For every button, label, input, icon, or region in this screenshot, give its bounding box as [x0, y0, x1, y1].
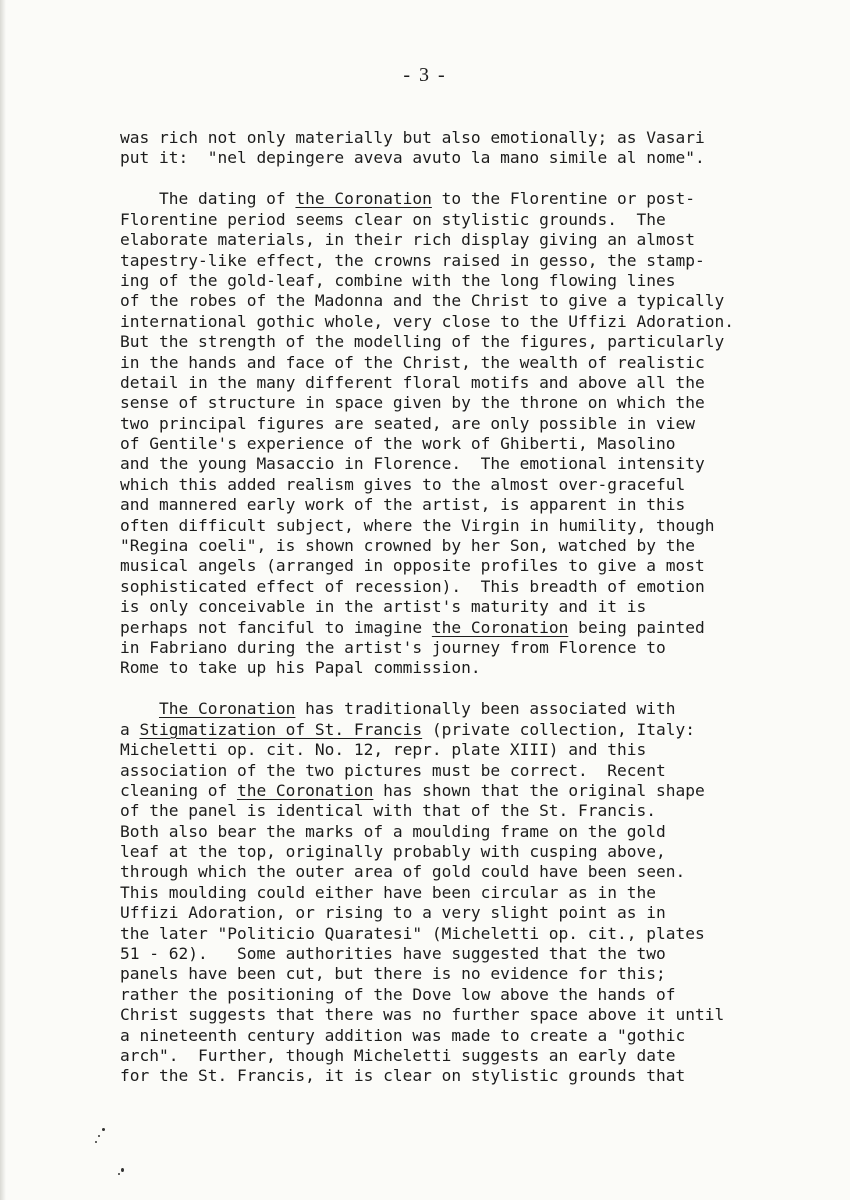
text-segment: Florentine period seems clear on stylistic grounds. The	[120, 209, 666, 229]
text-segment: elaborate materials, in their rich display giving an almost	[120, 230, 695, 250]
text-segment: arch". Further, though Micheletti suggests an early date	[120, 1045, 676, 1065]
text-segment: in the hands and face of the Christ, the wealth of realistic	[120, 352, 705, 372]
text-line	[120, 1026, 840, 1046]
text-segment: Micheletti op. cit. No. 12, repr. plate XIII) and this	[120, 740, 647, 760]
text-line	[120, 801, 840, 821]
text-line	[120, 822, 840, 842]
text-line	[120, 658, 840, 678]
text-line	[120, 230, 840, 250]
text-line	[120, 189, 840, 209]
underlined-title: the Coronation	[236, 780, 374, 800]
text-segment: has traditionally been associated with	[295, 699, 676, 719]
text-line	[120, 210, 840, 230]
paragraph	[120, 699, 840, 1086]
ink-speck	[95, 1141, 97, 1143]
text-segment: through which the outer area of gold could have been seen.	[120, 862, 686, 882]
text-segment: Uffizi Adoration, or rising to a very slight point as in	[120, 903, 666, 923]
text-line	[120, 291, 840, 311]
text-segment: sophisticated effect of recession). This breadth of emotion	[120, 576, 705, 596]
text-line	[120, 944, 840, 964]
text-segment: detail in the many different floral motifs and above all the	[120, 372, 705, 392]
text-line	[120, 720, 840, 740]
text-line	[120, 128, 840, 148]
text-line	[120, 251, 840, 271]
text-line	[120, 842, 840, 862]
text-line	[120, 393, 840, 413]
text-segment: musical angels (arranged in opposite profiles to give a most	[120, 556, 705, 576]
text-segment: in Fabriano during the artist's journey from Florence to	[120, 637, 666, 657]
paragraph-gap	[120, 679, 840, 700]
text-segment: being painted	[568, 617, 705, 637]
text-line	[120, 312, 840, 332]
text-segment: rather the positioning of the Dove low above the hands of	[120, 984, 676, 1004]
text-segment: Rome to take up his Papal commission.	[120, 658, 481, 678]
text-line	[120, 781, 840, 801]
text-line	[120, 985, 840, 1005]
text-segment: often difficult subject, where the Virgin in humility, though	[120, 515, 715, 535]
text-line	[120, 536, 840, 556]
text-line	[120, 516, 840, 536]
text-line	[120, 271, 840, 291]
text-line	[120, 434, 840, 454]
text-segment	[120, 699, 159, 718]
text-line	[120, 638, 840, 658]
text-segment: of Gentile's experience of the work of Ghiberti, Masolino	[120, 434, 676, 454]
text-segment: ing of the gold-leaf, combine with the long flowing lines	[120, 270, 676, 290]
text-line	[120, 597, 840, 617]
text-segment: But the strength of the modelling of the figures, particularly	[120, 332, 725, 352]
underlined-title: Stigmatization of St. Francis	[139, 719, 423, 739]
text-line	[120, 1046, 840, 1066]
text-line	[120, 1066, 840, 1086]
text-segment: and the young Masaccio in Florence. The emotional intensity	[120, 454, 705, 474]
page-number: - 3 -	[403, 64, 447, 86]
text-segment: tapestry-like effect, the crowns raised in gesso, the stamp-	[120, 250, 705, 270]
text-segment: This moulding could either have been circular as in the	[120, 882, 657, 902]
text-line	[120, 414, 840, 434]
text-line	[120, 618, 840, 638]
ink-speck	[102, 1128, 105, 1131]
text-line	[120, 862, 840, 882]
text-segment: a nineteenth century addition was made to create a "gothic	[120, 1025, 686, 1045]
text-segment: 51 - 62). Some authorities have suggested that the two	[120, 944, 666, 964]
text-segment: cleaning of	[120, 780, 237, 800]
underlined-title: the Coronation	[431, 617, 569, 637]
text-segment: a	[120, 719, 140, 739]
text-segment: the later "Politicio Quaratesi" (Micheletti op. cit., plates	[120, 923, 705, 943]
text-line	[120, 740, 840, 760]
text-line	[120, 577, 840, 597]
text-segment: put it: "nel depingere aveva avuto la mano simile al nome".	[120, 148, 705, 168]
text-line	[120, 1005, 840, 1025]
underlined-title: The Coronation	[158, 699, 296, 719]
text-segment: sense of structure in space given by the throne on which the	[120, 393, 705, 413]
ink-speck	[121, 1168, 124, 1172]
text-segment: leaf at the top, originally probably with cusping above,	[120, 842, 666, 862]
text-segment: of the panel is identical with that of the St. Francis.	[120, 801, 657, 821]
text-line	[120, 903, 840, 923]
text-segment: for the St. Francis, it is clear on stylistic grounds that	[120, 1066, 686, 1086]
text-segment: to the Florentine or post-	[431, 189, 696, 209]
text-segment: association of the two pictures must be correct. Recent	[120, 760, 666, 780]
text-segment: which this added realism gives to the almost over-graceful	[120, 474, 686, 494]
text-segment: "Regina coeli", is shown crowned by her Son, watched by the	[120, 536, 695, 556]
text-line	[120, 353, 840, 373]
text-segment: and mannered early work of the artist, is apparent in this	[120, 495, 686, 515]
text-segment: international gothic whole, very close to the Uffizi Adoration.	[120, 311, 734, 331]
paragraph	[120, 128, 840, 169]
text-line	[120, 924, 840, 944]
text-segment: (private collection, Italy:	[422, 719, 696, 739]
text-segment: is only conceivable in the artist's maturity and it is	[120, 597, 647, 617]
text-segment: Christ suggests that there was no further space above it until	[120, 1005, 725, 1025]
text-line	[120, 495, 840, 515]
paragraph-gap	[120, 169, 840, 190]
text-segment: two principal figures are seated, are only possible in view	[120, 413, 695, 433]
text-line	[120, 761, 840, 781]
text-segment: was rich not only materially but also emotionally; as Vasari	[120, 128, 705, 147]
text-segment: panels have been cut, but there is no evidence for this;	[120, 964, 666, 984]
ink-speck	[98, 1135, 100, 1137]
text-segment: The dating of	[120, 189, 296, 209]
text-line	[120, 454, 840, 474]
text-line	[120, 699, 840, 719]
body-text	[120, 128, 840, 1087]
ink-speck	[118, 1173, 120, 1175]
text-segment: Both also bear the marks of a moulding frame on the gold	[120, 821, 666, 841]
text-segment: has shown that the original shape	[373, 780, 705, 800]
text-line	[120, 475, 840, 495]
text-line	[120, 148, 840, 168]
text-segment: perhaps not fanciful to imagine	[120, 617, 432, 637]
paragraph	[120, 189, 840, 678]
text-line	[120, 373, 840, 393]
text-line	[120, 556, 840, 576]
page-edge-shadow	[0, 0, 6, 1200]
text-line	[120, 332, 840, 352]
underlined-title: the Coronation	[295, 189, 432, 209]
text-line	[120, 883, 840, 903]
text-segment: of the robes of the Madonna and the Christ to give a typically	[120, 291, 725, 311]
text-line	[120, 964, 840, 984]
